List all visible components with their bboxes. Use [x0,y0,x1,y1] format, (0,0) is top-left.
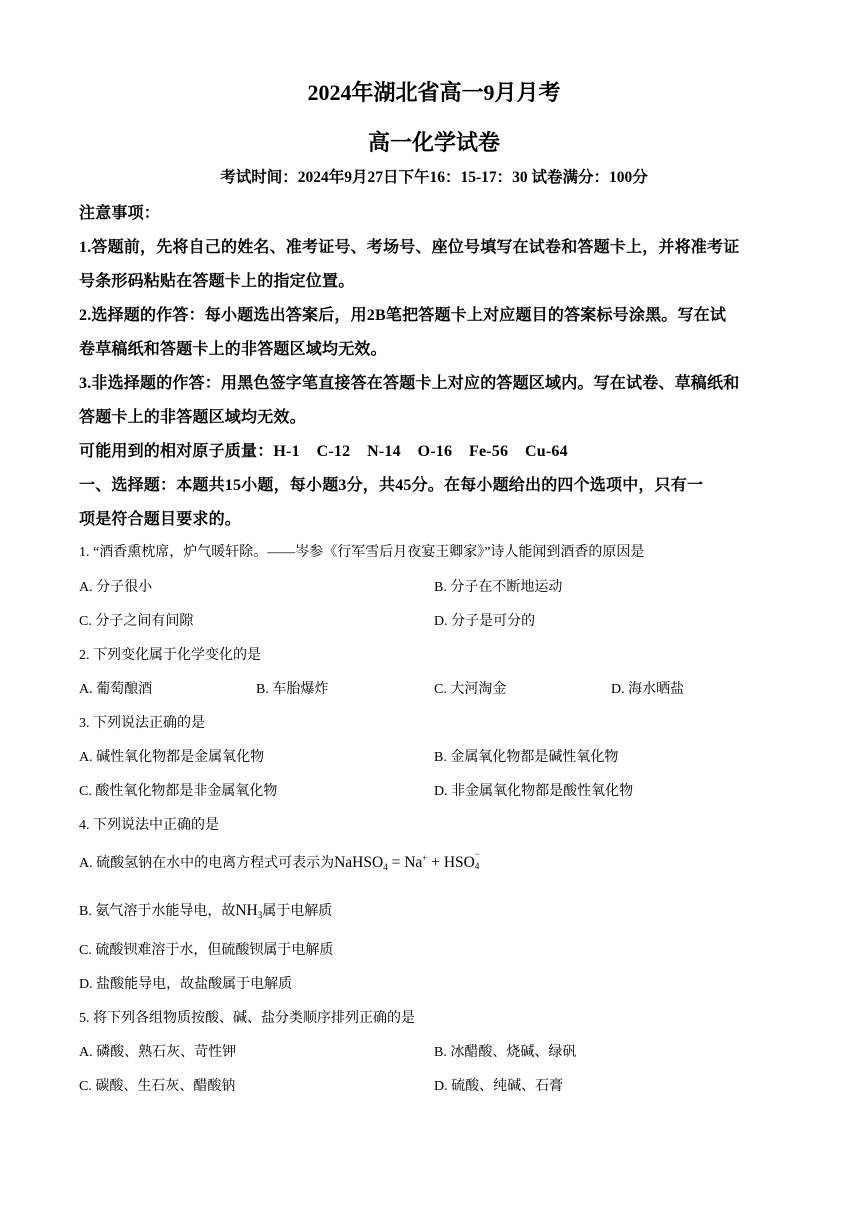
question-5-option-c: C. 碳酸、生石灰、醋酸钠 [79,1079,236,1094]
question-4-option-a [79,849,482,872]
exam-info: 考试时间：2024年9月27日下午16：15-17：30 试卷满分：100分 [220,169,648,186]
notices-heading: 注意事项： [79,205,161,222]
question-3-option-d: D. 非金属氧化物都是酸性氧化物 [434,784,634,799]
option-a-prefix: A. 硫酸氢钠在水中的电离方程式可表示为 [79,856,335,871]
question-4-stem: 4. 下列说法中正确的是 [79,818,219,833]
atomic-mass-fe: Fe-56 [468,443,509,460]
notice-3-line-1: 3.非选择题的作答：用黑色签字笔直接答在答题卡上对应的答题区域内。写在试卷、草稿纸和 [79,375,740,392]
atomic-mass-cu: Cu-64 [525,443,568,460]
question-5-option-a: A. 磷酸、熟石灰、苛性钾 [79,1045,237,1060]
question-1-option-d: D. 分子是可分的 [434,614,536,629]
ammonia-formula: $NH_3$ [235,902,263,920]
notice-2-line-2: 卷草稿纸和答题卡上的非答题区域均无效。 [79,341,387,358]
notice-2-line-1: 2.选择题的作答：每小题选出答案后，用2B笔把答题卡上对应题目的答案标号涂黑。写在试 [79,307,727,324]
question-1-stem: 1. “酒香熏枕席，炉气暖轩除。——岑参《行军雪后月夜宴王卿家》”诗人能闻到酒香的原因是 [79,545,645,560]
atomic-mass-n: N-14 [367,443,401,460]
question-1-option-c: C. 分子之间有间隙 [79,614,194,629]
notice-1-line-2: 号条形码粘贴在答题卡上的指定位置。 [79,273,355,290]
exam-title: 2024年湖北省高一9月月考 [307,80,561,105]
question-3-option-b: B. 金属氧化物都是碱性氧化物 [434,750,619,765]
question-2-option-b: B. 车胎爆炸 [256,682,329,697]
atomic-mass-h: H-1 [273,443,300,460]
question-2-stem: 2. 下列变化属于化学变化的是 [79,648,261,663]
question-3-option-a: A. 碱性氧化物都是金属氧化物 [79,750,265,765]
question-2-option-a: A. 葡萄酿酒 [79,682,153,697]
notice-3-line-2: 答题卡上的非答题区域均无效。 [79,409,306,426]
question-5-option-d: D. 硫酸、纯碱、石膏 [434,1079,564,1094]
question-5-stem: 5. 将下列各组物质按酸、碱、盐分类顺序排列正确的是 [79,1011,415,1026]
question-3-stem: 3. 下列说法正确的是 [79,716,205,731]
question-3-option-c: C. 酸性氧化物都是非金属氧化物 [79,784,278,799]
paper-subtitle: 高一化学试卷 [367,130,500,155]
atomic-masses [79,438,568,461]
section-1-line-2: 项是符合题目要求的。 [79,511,242,528]
question-2-option-c: C. 大河淘金 [434,682,507,697]
question-1-option-a: A. 分子很小 [79,580,153,595]
ionization-equation: NaHSO$_4$ = Na+ + HSO − 4 [334,849,480,872]
notice-1-line-1: 1.答题前，先将自己的姓名、准考证号、考场号、座位号填写在试卷和答题卡上，并将准考证 [79,239,740,256]
question-4-option-c: C. 硫酸钡难溶于水，但硫酸钡属于电解质 [79,943,334,958]
question-5-option-b: B. 冰醋酸、烧碱、绿矾 [434,1045,577,1060]
question-2-option-d: D. 海水晒盐 [611,682,685,697]
atomic-masses-label: 可能用到的相对原子质量： [79,443,274,460]
section-1-line-1: 一、选择题：本题共15小题，每小题3分，共45分。在每小题给出的四个选项中，只有一 [79,477,704,494]
atomic-mass-o: O-16 [417,443,453,460]
atomic-mass-c: C-12 [316,443,351,460]
question-4-option-b: B. 氨气溶于水能导电，故$NH_3$属于电解质 [79,902,333,920]
question-1-option-b: B. 分子在不断地运动 [434,580,563,595]
question-4-option-d: D. 盐酸能导电，故盐酸属于电解质 [79,977,293,992]
